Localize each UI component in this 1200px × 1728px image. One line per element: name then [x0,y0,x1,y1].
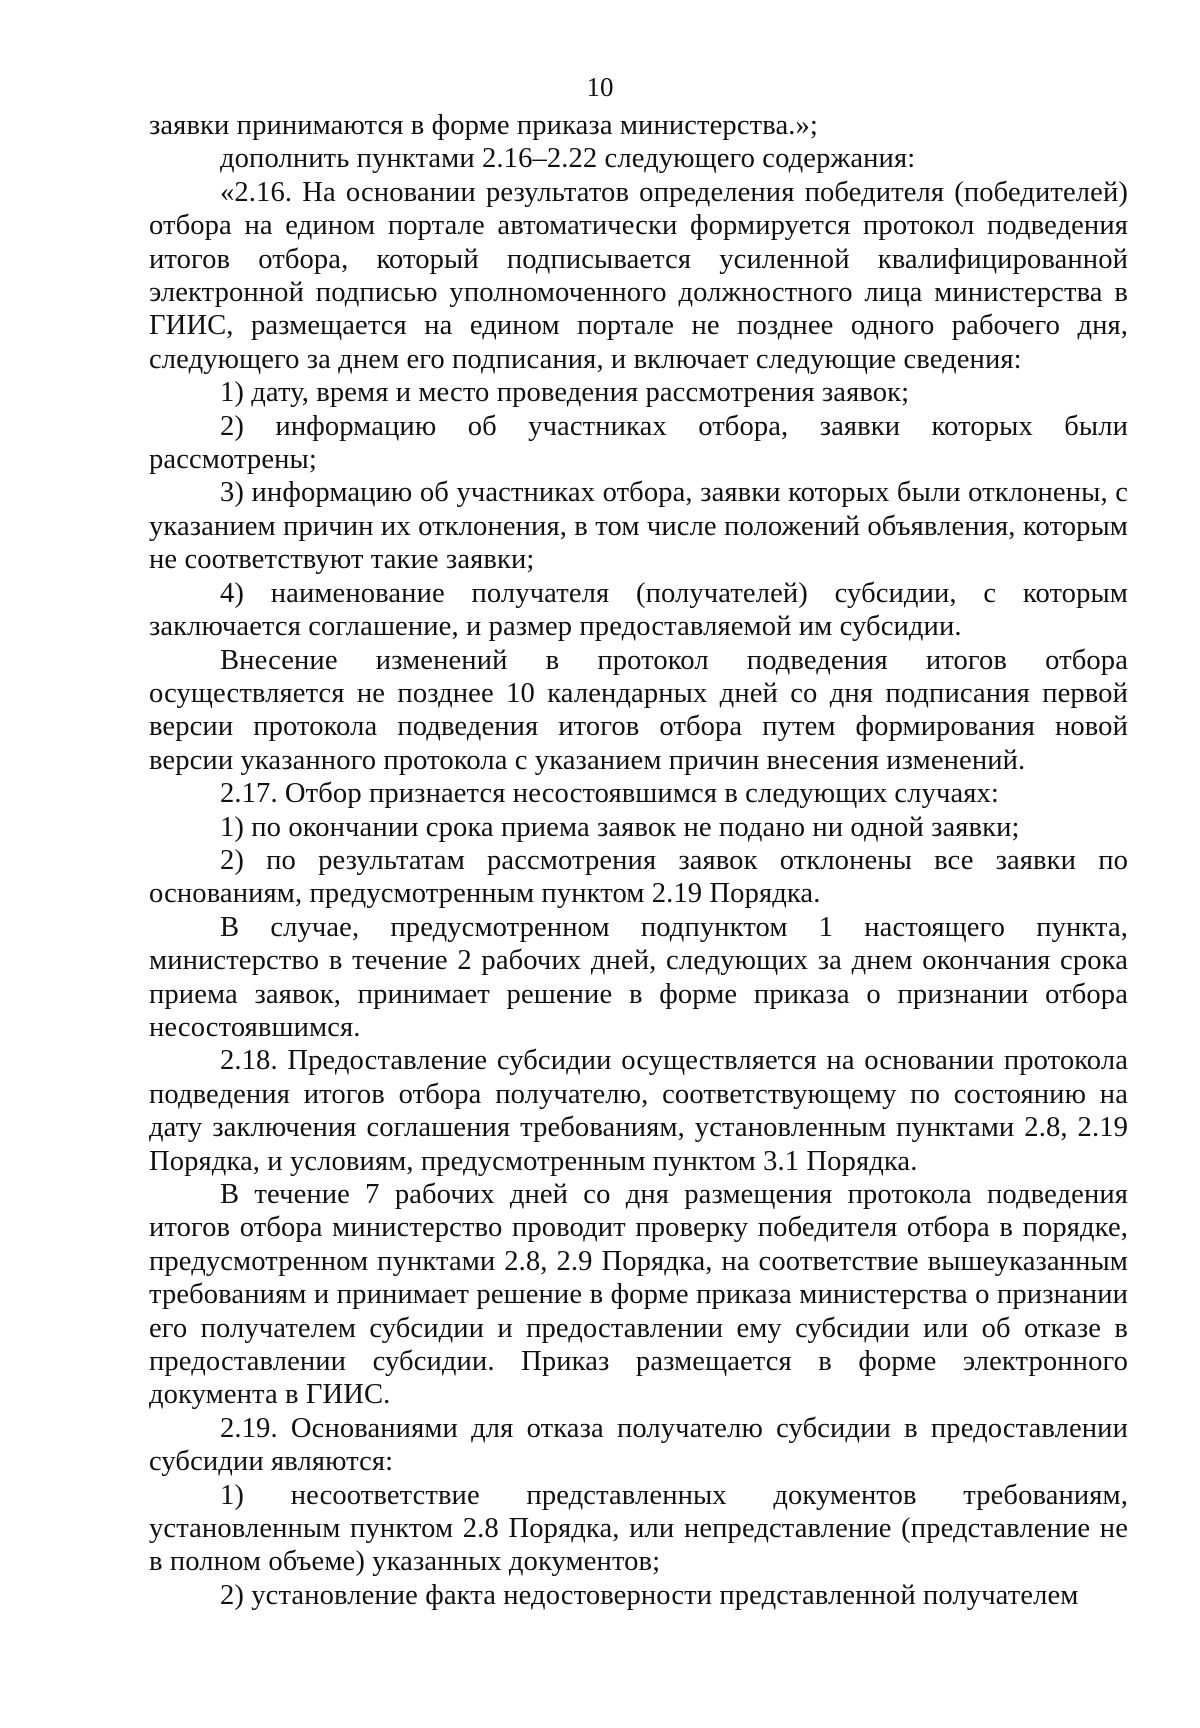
paragraph: заявки принимаются в форме приказа министерства.»; [149,110,818,141]
document-body [149,109,1128,1612]
paragraph: 2.19. Основаниями для отказа получателю субсидии в предоставлении субсидии являются: [149,1412,1128,1478]
paragraph: Внесение изменений в протокол подведения итогов отбора осуществляется не позднее 10 календарных дней со дня подписания первой версии протокола подведения итогов отбора путем формирования новой версии указанного протокола с указанием причин внесения изменений. [149,644,1128,776]
paragraph: 2) по результатам рассмотрения заявок отклонены все заявки по основаниям, предусмотренным пунктом 2.19 Порядка. [149,844,1128,910]
paragraph: 2.17. Отбор признается несостоявшимся в следующих случаях: [220,778,999,810]
paragraph: 1) несоответствие представленных документов требованиям, установленным пунктом 2.8 Порядка, или непредставление (представление не в полном объеме) указанных документов; [149,1479,1128,1578]
paragraph: дополнить пунктами 2.16–2.22 следующего содержания: [220,143,916,175]
paragraph: 4) наименование получателя (получателей) субсидии, с которым заключается соглашение, и размер предоставляемой им субсидии. [149,577,1128,643]
paragraph: В течение 7 рабочих дней со дня размещения протокола подведения итогов отбора министерство проводит проверку победителя отбора в порядке, предусмотренном пунктами 2.8, 2.9 Порядка, на соответствие вышеуказанным требованиям и принимает решение в форме приказа министерства о признании его получателем субсидии и предоставлении ему субсидии или об отказе в предоставлении субсидии. Приказ размещается в форме электронного документа в ГИИС. [149,1179,1128,1411]
paragraph: 1) дату, время и место проведения рассмотрения заявок; [220,377,910,409]
paragraph: «2.16. На основании результатов определения победителя (победителей) отбора на едином портале автоматически формируется протокол подведения итогов отбора, который подписывается усиленной квалифицированной электронной подписью уполномоченного должностного лица министерства в ГИИС, размещается на едином портале не позднее одного рабочего дня, следующего за днем его подписания, и включает следующие сведения: [149,176,1128,375]
paragraph: 2.18. Предоставление субсидии осуществляется на основании протокола подведения итогов отбора получателю, соответствующему по состоянию на дату заключения соглашения требованиям, установленным пунктами 2.8, 2.19 Порядка, и условиям, предусмотренным пунктом 3.1 Порядка. [149,1045,1128,1177]
paragraph: 3) информацию об участниках отбора, заявки которых были отклонены, с указанием причин их отклонения, в том числе положений объявления, которым не соответствуют такие заявки; [149,477,1128,576]
page-number: 10 [586,72,614,102]
paragraph: 2) установление факта недостоверности представленной получателем [220,1579,1079,1611]
paragraph: 2) информацию об участниках отбора, заявки которых были рассмотрены; [149,410,1128,476]
paragraph: 1) по окончании срока приема заявок не подано ни одной заявки; [220,811,1020,843]
paragraph: В случае, предусмотренном подпунктом 1 настоящего пункта, министерство в течение 2 рабочих дней, следующих за днем окончания срока приема заявок, принимает решение в форме приказа о признании отбора несостоявшимся. [149,911,1128,1043]
